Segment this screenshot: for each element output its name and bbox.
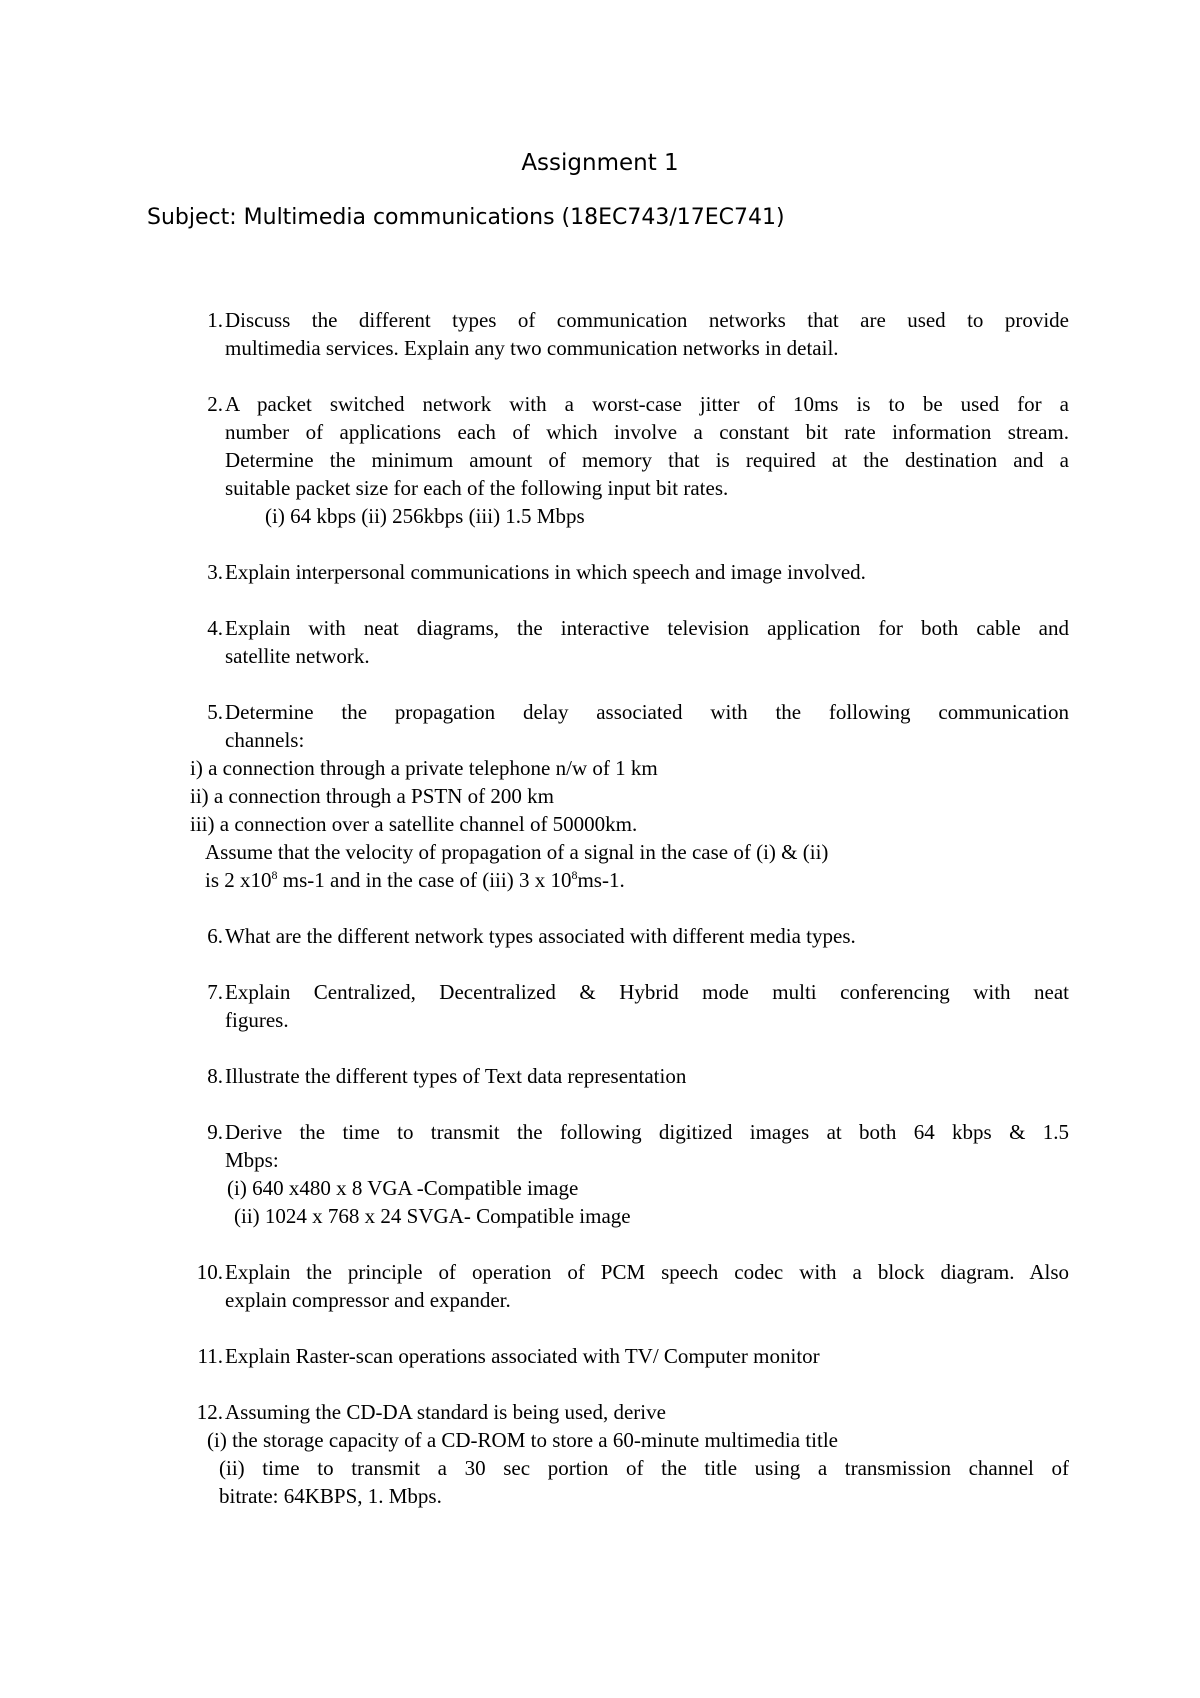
question-text-line: Explain with neat diagrams, the interactive television application for both cable and <box>225 616 1069 640</box>
question-12-part-i: (i) the storage capacity of a CD-ROM to store a 60-minute multimedia title <box>207 1428 838 1452</box>
question-8 <box>189 1062 1069 1090</box>
question-5-velocity-line <box>205 866 625 894</box>
question-number: 3. <box>207 560 223 584</box>
question-text-line: Explain the principle of operation of PCM speech codec with a block diagram. Also <box>225 1260 1069 1284</box>
velocity-text: is 2 x10 <box>205 868 272 892</box>
question-text-line: explain compressor and expander. <box>225 1288 511 1312</box>
question-text-line: figures. <box>225 1008 289 1032</box>
question-text-line: Discuss the different types of communication networks that are used to provide <box>225 308 1069 332</box>
question-text-line: Illustrate the different types of Text data representation <box>225 1064 687 1088</box>
question-text-line: Explain Raster-scan operations associated with TV/ Computer monitor <box>225 1344 820 1368</box>
question-text-line: What are the different network types associated with different media types. <box>225 924 856 948</box>
velocity-exponent: 8 <box>271 868 278 882</box>
question-12-part-ii-cont: bitrate: 64KBPS, 1. Mbps. <box>219 1484 442 1508</box>
question-2 <box>189 390 1069 502</box>
question-10 <box>189 1258 1069 1314</box>
question-text-line: Mbps: <box>225 1148 279 1172</box>
question-1 <box>189 306 1069 362</box>
question-text-line: A packet switched network with a worst-case jitter of 10ms is to be used for a <box>225 392 1069 416</box>
question-text-line: Determine the minimum amount of memory that is required at the destination and a <box>225 448 1069 472</box>
question-number: 11. <box>197 1344 223 1368</box>
question-text-line: Explain Centralized, Decentralized & Hybrid mode multi conferencing with neat <box>225 980 1069 1004</box>
velocity-exponent: 8 <box>571 868 578 882</box>
question-text-line: satellite network. <box>225 644 370 668</box>
question-number: 6. <box>207 924 223 948</box>
question-text-line: multimedia services. Explain any two communication networks in detail. <box>225 336 839 360</box>
question-5-case-iii: iii) a connection over a satellite channel of 50000km. <box>190 812 638 836</box>
question-4 <box>189 614 1069 670</box>
question-text-line: Explain interpersonal communications in which speech and image involved. <box>225 560 866 584</box>
question-text-line: Derive the time to transmit the following digitized images at both 64 kbps & 1.5 <box>225 1120 1069 1144</box>
velocity-text: ms-1. <box>577 868 625 892</box>
question-text-line: Determine the propagation delay associated with the following communication <box>225 700 1069 724</box>
question-9-image-i: (i) 640 x480 x 8 VGA -Compatible image <box>227 1176 579 1200</box>
question-text-line: suitable packet size for each of the following input bit rates. <box>225 476 729 500</box>
question-5-case-ii: ii) a connection through a PSTN of 200 km <box>190 784 554 808</box>
question-number: 2. <box>207 392 223 416</box>
question-5-assumption: Assume that the velocity of propagation of a signal in the case of (i) & (ii) <box>205 840 829 864</box>
question-number: 12. <box>196 1400 223 1424</box>
subject-line: Subject: Multimedia communications (18EC743/17EC741) <box>147 205 785 230</box>
question-text-line: Assuming the CD-DA standard is being used, derive <box>225 1400 666 1424</box>
question-9 <box>189 1118 1069 1174</box>
question-5 <box>189 698 1069 754</box>
question-12-part-ii: (ii) time to transmit a 30 sec portion of the title using a transmission channel of <box>219 1456 1069 1480</box>
question-9-image-ii: (ii) 1024 x 768 x 24 SVGA- Compatible image <box>234 1204 631 1228</box>
assignment-title: Assignment 1 <box>521 150 679 176</box>
question-number: 8. <box>207 1064 223 1088</box>
question-number: 9. <box>207 1120 223 1144</box>
velocity-text: ms-1 and in the case of (iii) 3 x 10 <box>277 868 572 892</box>
question-3 <box>189 558 1069 586</box>
question-number: 4. <box>207 616 223 640</box>
question-text-line: channels: <box>225 728 305 752</box>
question-7 <box>189 978 1069 1034</box>
question-number: 7. <box>207 980 223 1004</box>
question-5-case-i: i) a connection through a private telephone n/w of 1 km <box>190 756 658 780</box>
question-number: 5. <box>207 700 223 724</box>
question-2-bitrates: (i) 64 kbps (ii) 256kbps (iii) 1.5 Mbps <box>265 504 585 528</box>
question-11 <box>189 1342 1069 1370</box>
question-number: 10. <box>196 1260 223 1284</box>
question-12 <box>189 1398 1069 1426</box>
question-text-line: number of applications each of which involve a constant bit rate information stream. <box>225 420 1069 444</box>
question-number: 1. <box>207 308 223 332</box>
question-6 <box>189 922 1069 950</box>
